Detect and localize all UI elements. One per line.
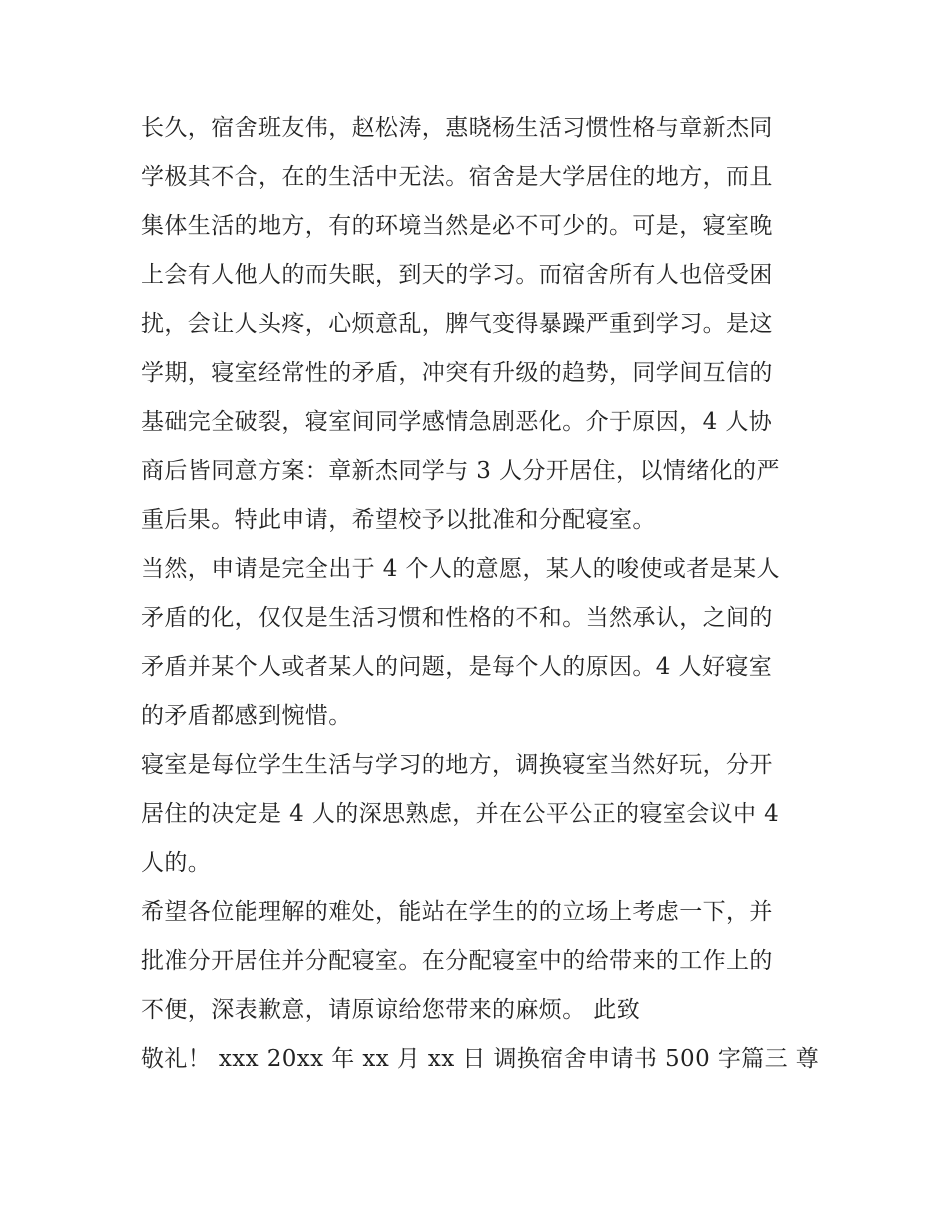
text-line: 集体生活的地方，有的环境当然是必不可少的。可是，寝室晚: [141, 213, 773, 239]
text-line: 敬礼！ xxx 20xx 年 xx 月 xx 日 调换宿舍申请书 500 字篇三 尊: [141, 1046, 820, 1072]
text-line: 人的。: [141, 850, 212, 876]
text-line: 当然，申请是完全出于 4 个人的意愿，某人的唆使或者是某人: [141, 556, 780, 582]
text-line: 学极其不合，在的生活中无法。宿舍是大学居住的地方，而且: [141, 164, 773, 190]
text-line: 矛盾的化，仅仅是生活习惯和性格的不和。当然承认，之间的: [141, 605, 773, 631]
text-line: 不便，深表歉意，请原谅给您带来的麻烦。 此致: [141, 997, 641, 1023]
text-line: 长久，宿舍班友伟，赵松涛，惠晓杨生活习惯性格与章新杰同: [141, 115, 773, 141]
text-line: 批准分开居住并分配寝室。在分配寝室中的给带来的工作上的: [141, 948, 773, 974]
text-line: 重后果。特此申请，希望校予以批准和分配寝室。: [141, 507, 656, 533]
text-line: 基础完全破裂，寝室间同学感情急剧恶化。介于原因，4 人协: [141, 409, 773, 435]
text-line: 上会有人他人的而失眠，到天的学习。而宿舍所有人也倍受困: [141, 262, 773, 288]
text-line: 矛盾并某个人或者某人的问题，是每个人的原因。4 人好寝室: [141, 654, 773, 680]
text-line: 扰，会让人头疼，心烦意乱，脾气变得暴躁严重到学习。是这: [141, 311, 773, 337]
document-body: [141, 104, 831, 1084]
text-line: 寝室是每位学生生活与学习的地方，调换寝室当然好玩，分开: [141, 752, 773, 778]
text-line: 的矛盾都感到惋惜。: [141, 703, 352, 729]
text-line: 学期，寝室经常性的矛盾，冲突有升级的趋势，同学间互信的: [141, 360, 773, 386]
text-line: 商后皆同意方案：章新杰同学与 3 人分开居住，以情绪化的严: [141, 458, 780, 484]
text-line: 居住的决定是 4 人的深思熟虑，并在公平公正的寝室会议中 4: [141, 801, 780, 827]
text-line: 希望各位能理解的难处，能站在学生的的立场上考虑一下，并: [141, 899, 773, 925]
